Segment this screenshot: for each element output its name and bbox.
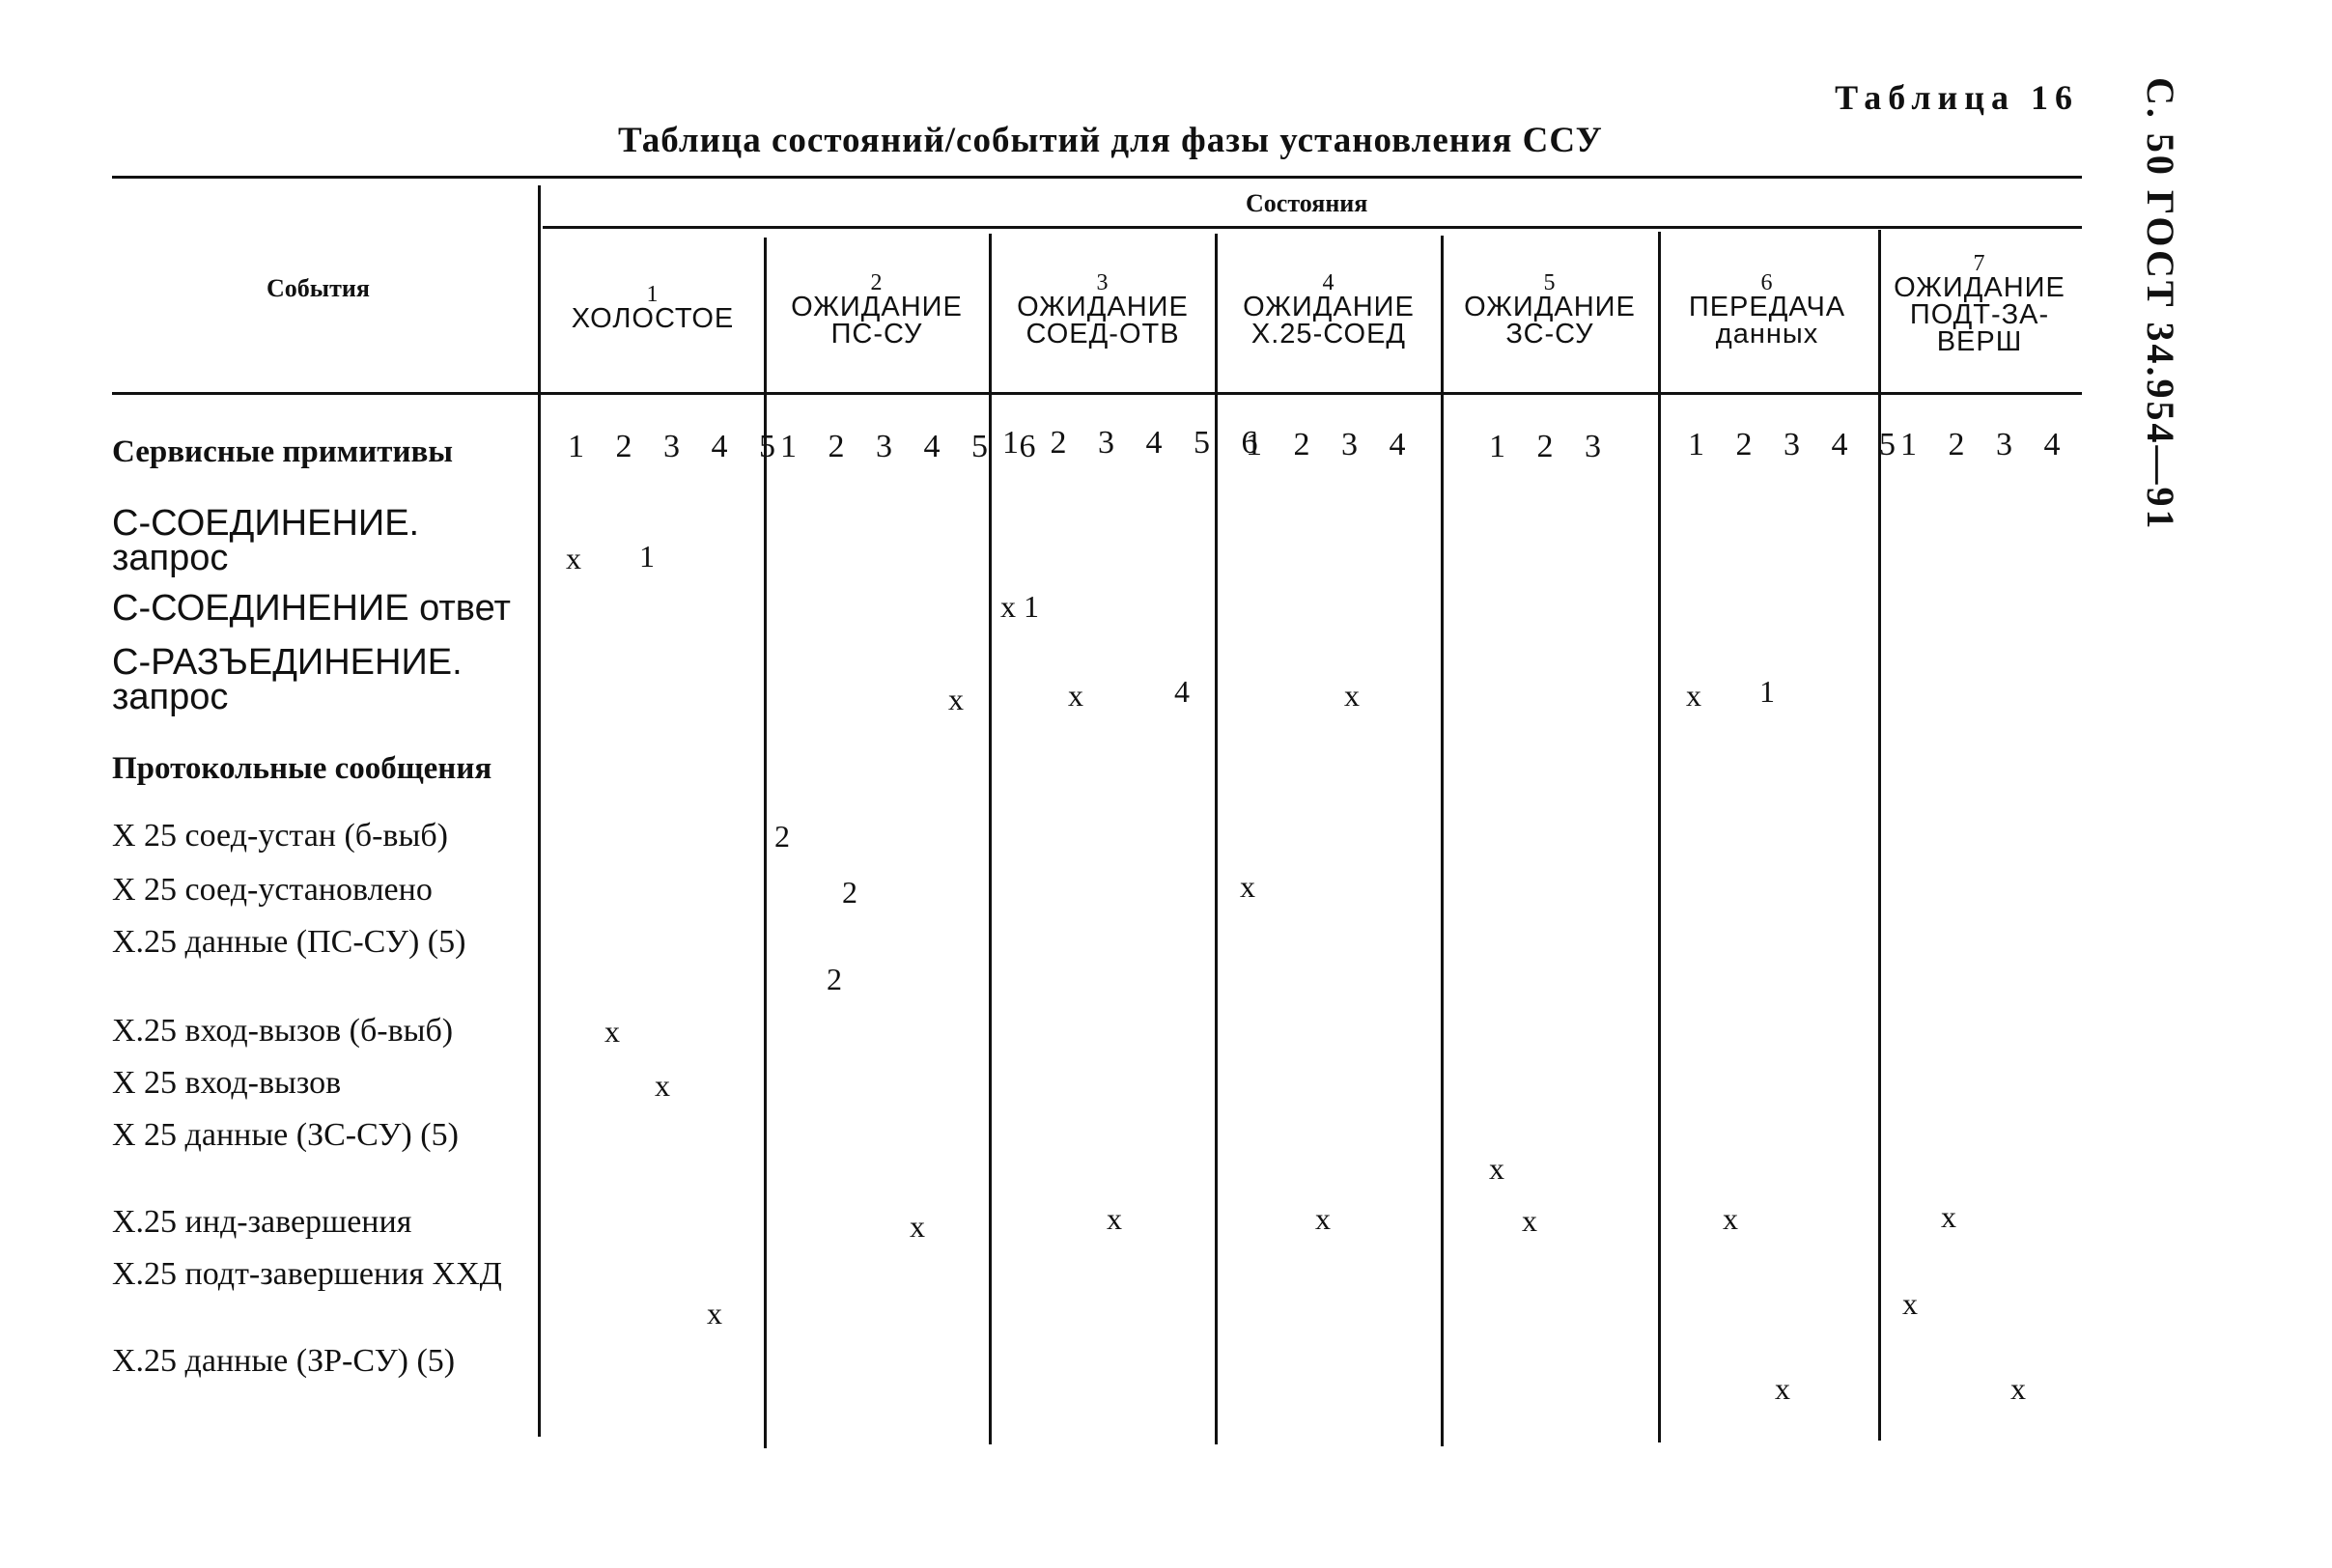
header-bottom-rule xyxy=(112,392,2082,395)
column-header-3 xyxy=(998,272,1207,348)
column-number: 4 xyxy=(1322,270,1335,295)
table-title: Таблица состояний/событий для фазы установления ССУ xyxy=(618,121,1603,160)
substates-col-5: 1 2 3 xyxy=(1489,429,1613,464)
col-divider-2 xyxy=(764,238,767,1448)
row-label-x25-confirm-completion: X.25 подт-завершения XXД xyxy=(112,1256,502,1292)
cell-mark: x xyxy=(1723,1201,1738,1236)
cell-mark: x xyxy=(1522,1203,1537,1238)
cell-mark: 2 xyxy=(842,875,857,910)
column-number: 5 xyxy=(1543,270,1557,295)
row-label-x25-incoming-call: X 25 вход-вызов xyxy=(112,1065,342,1101)
row-label-x25-data-ps-su: X.25 данные (ПС-СУ) (5) xyxy=(112,924,466,960)
cell-mark: x xyxy=(1902,1286,1918,1321)
events-header: События xyxy=(267,274,370,302)
column-header-5 xyxy=(1448,272,1651,348)
column-header-4 xyxy=(1224,272,1433,348)
cell-mark: x xyxy=(1344,678,1360,713)
cell-mark: 2 xyxy=(774,819,790,854)
events-divider xyxy=(538,185,541,1437)
substates-col-6: 1 2 3 4 5 xyxy=(1688,427,1907,462)
substates-col-2: 1 2 3 4 5 6 xyxy=(780,429,1048,464)
row-label-x25-ind-completion: X.25 инд-завершения xyxy=(112,1204,412,1240)
states-header: Состояния xyxy=(1246,189,1368,217)
table-top-rule xyxy=(112,176,2082,179)
column-number: 6 xyxy=(1760,270,1774,295)
substates-col-4: 1 2 3 4 xyxy=(1246,427,1418,462)
cell-mark: x xyxy=(1315,1201,1331,1236)
cell-mark: x xyxy=(707,1296,722,1330)
substates-col-3: 1 2 3 4 5 6 xyxy=(1002,425,1270,461)
column-number: 3 xyxy=(1096,270,1110,295)
col-divider-7 xyxy=(1878,230,1881,1441)
col-divider-6 xyxy=(1658,232,1661,1442)
cell-mark: x xyxy=(1941,1199,1956,1234)
cell-mark: x xyxy=(1068,678,1083,713)
column-name: ХОЛОСТОЕ xyxy=(571,303,735,334)
column-header-2 xyxy=(773,272,981,348)
col-divider-4 xyxy=(1215,234,1218,1444)
cell-mark: x xyxy=(1489,1151,1504,1186)
cell-mark: x xyxy=(910,1209,925,1244)
column-name: ОЖИДАНИЕ ЗС-СУ xyxy=(1464,292,1636,350)
cell-mark: x xyxy=(1686,678,1701,713)
cell-mark: x xyxy=(1775,1371,1790,1406)
cell-mark: x xyxy=(604,1014,620,1049)
cell-mark: 2 xyxy=(827,962,842,996)
side-page-header: С. 50 ГОСТ 34.954—91 xyxy=(2139,77,2182,532)
col-divider-3 xyxy=(989,234,992,1444)
substates-col-1: 1 2 3 4 5 xyxy=(568,429,787,464)
row-label-x25-data-zs-su: X 25 данные (ЗС-СУ) (5) xyxy=(112,1117,459,1153)
table-caption: Таблица 16 xyxy=(1835,78,2079,117)
column-name: ОЖИДАНИЕ Х.25-СОЕД xyxy=(1243,292,1415,350)
cell-mark: 4 xyxy=(1174,674,1190,709)
column-name: ОЖИДАНИЕ ПОДТ-ЗА-ВЕРШ xyxy=(1894,272,2065,357)
column-number: 7 xyxy=(1973,251,1986,276)
column-header-7 xyxy=(1885,253,2074,355)
cell-mark: x 1 xyxy=(1000,589,1039,624)
column-name: ОЖИДАНИЕ ПС-СУ xyxy=(791,292,963,350)
cell-mark: x xyxy=(566,541,581,575)
cell-mark: x xyxy=(948,682,964,716)
cell-mark: 1 xyxy=(639,539,655,574)
column-number: 1 xyxy=(646,282,660,307)
column-header-6 xyxy=(1665,272,1869,348)
row-label-x25-incoming-call-b: X.25 вход-вызов (б-выб) xyxy=(112,1013,454,1049)
substates-col-7: 1 2 3 4 xyxy=(1900,427,2072,462)
row-label-x25-conn-setup: X 25 соед-устан (б-выб) xyxy=(112,818,448,854)
cell-mark: 1 xyxy=(1759,674,1775,709)
column-header-1 xyxy=(543,284,763,332)
row-label-s-connect-response: С-СОЕДИНЕНИЕ ответ xyxy=(112,588,511,629)
column-name: ПЕРЕДАЧА данных xyxy=(1688,292,1846,350)
row-label-s-connect-request: С-СОЕДИНЕНИЕ. запрос xyxy=(112,503,420,578)
states-rule xyxy=(543,226,2082,229)
column-number: 2 xyxy=(870,270,884,295)
cell-mark: x xyxy=(1107,1201,1122,1236)
row-label-x25-data-zr-su: X.25 данные (ЗР-СУ) (5) xyxy=(112,1343,456,1379)
column-name: ОЖИДАНИЕ СОЕД-ОТВ xyxy=(1017,292,1189,350)
cell-mark: x xyxy=(1240,869,1255,904)
cell-mark: x xyxy=(2010,1371,2026,1406)
section-protocol-messages: Протокольные сообщения xyxy=(112,751,492,786)
row-label-x25-conn-established: X 25 соед-установлено xyxy=(112,872,433,908)
cell-mark: x xyxy=(655,1068,670,1103)
section-service-primitives: Сервисные примитивы xyxy=(112,434,454,469)
row-label-s-disconnect-request: С-РАЗЪЕДИНЕНИЕ. запрос xyxy=(112,642,463,717)
col-divider-5 xyxy=(1441,236,1444,1446)
